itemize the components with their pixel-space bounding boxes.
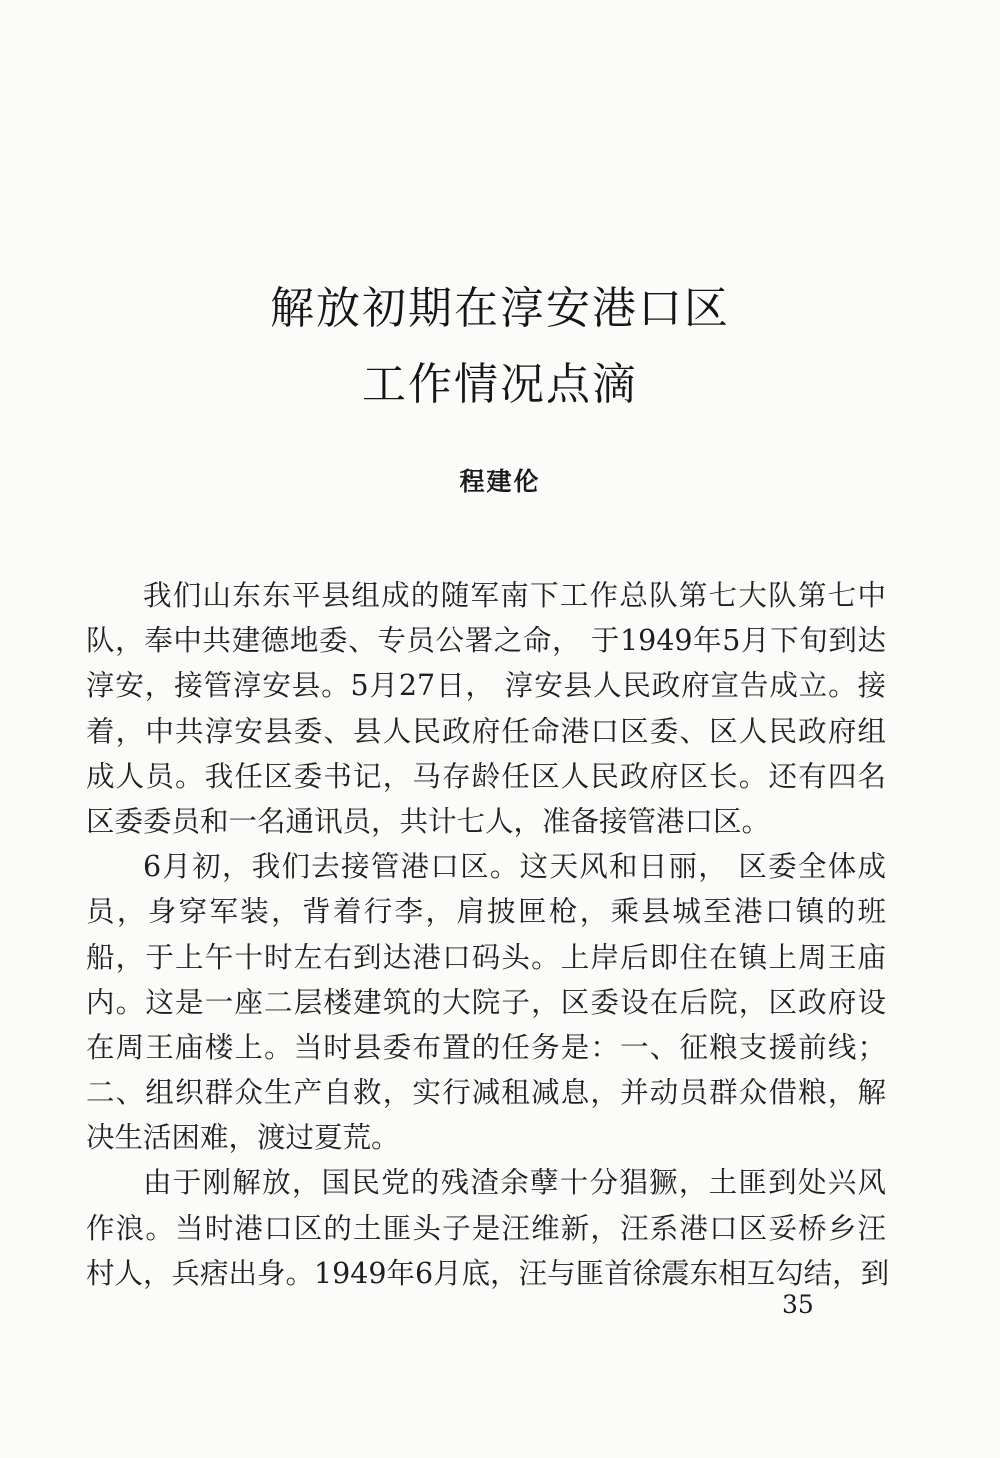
text-line: 区委委员和一名通讯员，共计七人，准备接管港口区。 xyxy=(86,804,771,838)
text-line: 成人员。我任区委书记，马存龄任区人民政府区长。还有四名 xyxy=(86,759,886,793)
text-line: 村人，兵痞出身。1949年6月底，汪与匪首徐震东相互勾结，到 xyxy=(86,1256,890,1290)
author-name: 程建伦 xyxy=(459,467,541,496)
text-line: 淳安，接管淳安县。5月27日， 淳安县人民政府宣告成立。接 xyxy=(86,669,886,703)
body-text xyxy=(86,573,890,1296)
text-line: 由于刚解放，国民党的残渣余孽十分猖獗，土匪到处兴风 xyxy=(143,1166,886,1200)
text-line: 二、组织群众生产自救，实行减租减息，并动员群众借粮，解 xyxy=(86,1076,886,1110)
article-title-line-1: 解放初期在淳安港口区 xyxy=(270,283,730,334)
text-line: 在周王庙楼上。当时县委布置的任务是：一、征粮支援前线； xyxy=(86,1030,886,1064)
text-line: 决生活困难，渡过夏荒。 xyxy=(86,1121,400,1155)
text-line: 内。这是一座二层楼建筑的大院子，区委设在后院，区政府设 xyxy=(86,985,886,1019)
article-title-line-2: 工作情况点滴 xyxy=(362,359,638,410)
text-line: 船，于上午十时左右到达港口码头。上岸后即住在镇上周王庙 xyxy=(86,940,886,974)
text-line: 队，奉中共建德地委、专员公署之命， 于1949年5月下旬到达 xyxy=(86,624,886,658)
text-line: 我们山东东平县组成的随军南下工作总队第七大队第七中 xyxy=(143,579,886,612)
page-number: 35 xyxy=(782,1290,814,1319)
text-line: 作浪。当时港口区的土匪头子是汪维新，汪系港口区妥桥乡汪 xyxy=(86,1211,886,1245)
text-line: 员，身穿军装，背着行李，肩披匣枪，乘县城至港口镇的班 xyxy=(86,895,886,929)
text-line: 着，中共淳安县委、县人民政府任命港口区委、区人民政府组 xyxy=(86,714,886,748)
text-line: 6月初，我们去接管港口区。这天风和日丽， 区委全体成 xyxy=(143,850,886,884)
